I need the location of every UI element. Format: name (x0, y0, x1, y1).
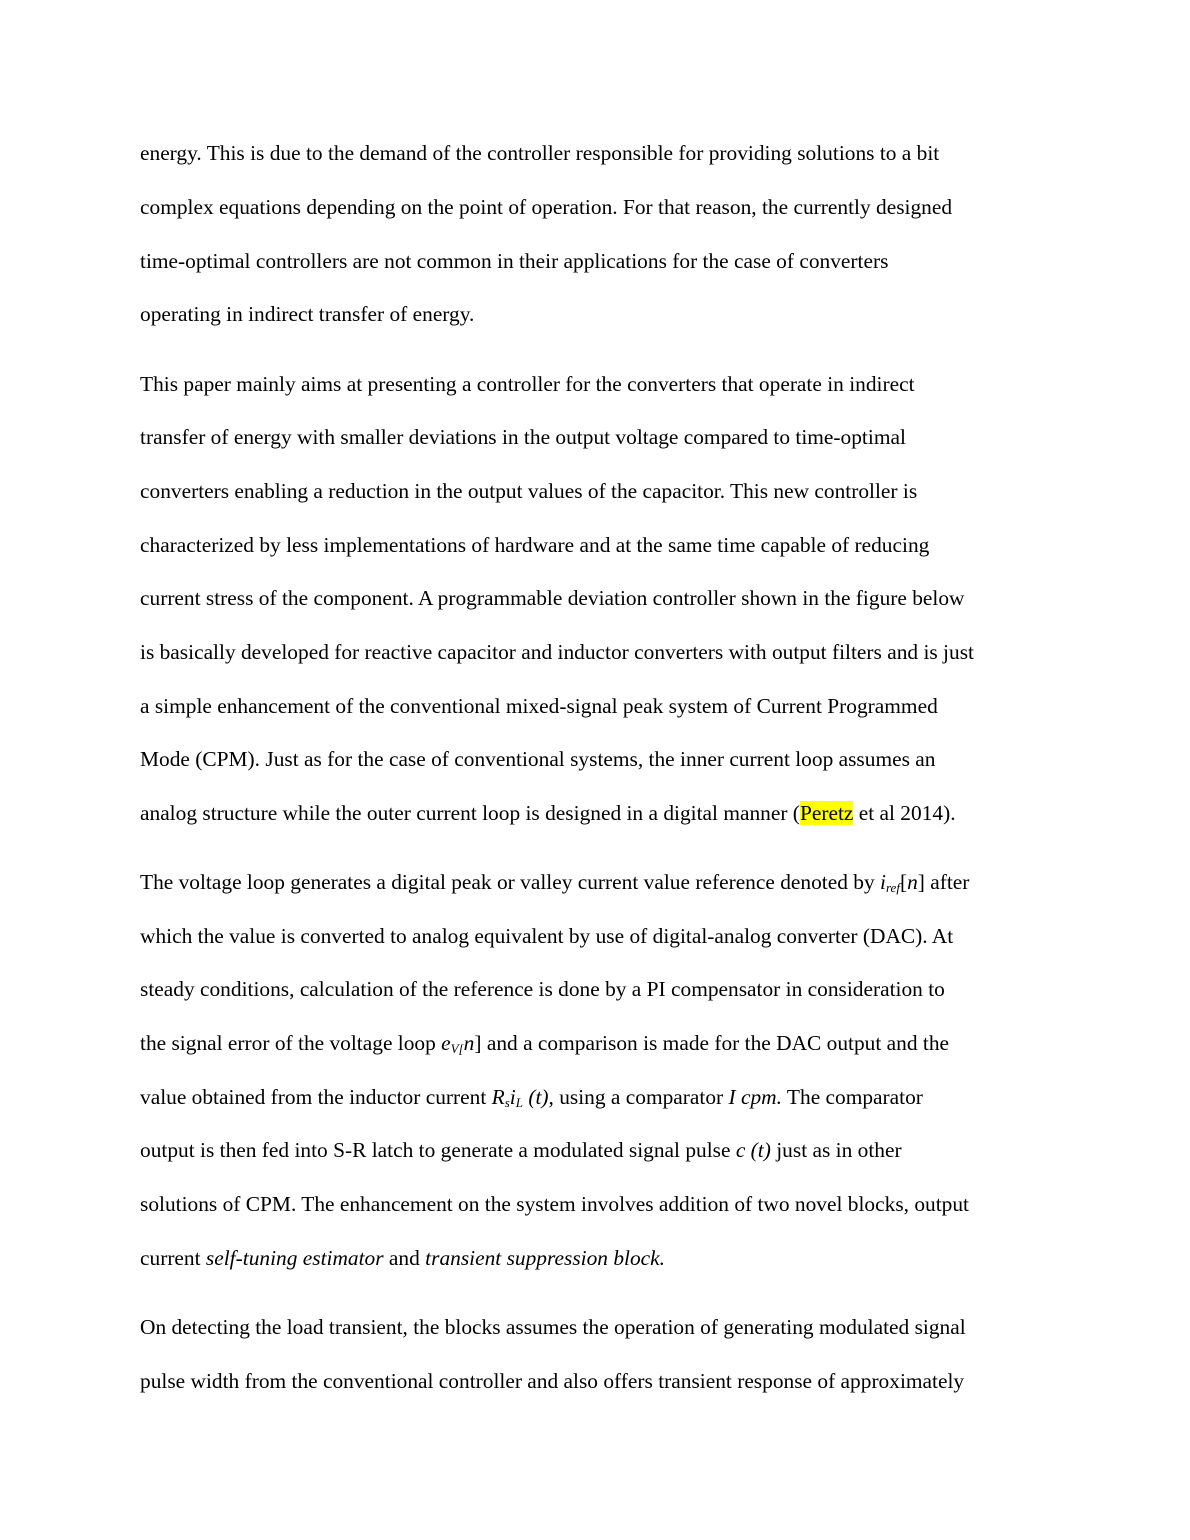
math-symbol: c (t) (735, 1138, 771, 1162)
math-symbol: i (880, 870, 886, 894)
math-symbol: (t) (522, 1085, 549, 1109)
paragraph-1-line-1: energy. This is due to the demand of the controller responsible for providing solutions to a bit (140, 141, 940, 165)
math-symbol: e (441, 1031, 451, 1055)
math-subscript: s (504, 1095, 510, 1110)
math-subscript: L (515, 1095, 523, 1110)
emphasis-text: self-tuning estimator (205, 1246, 384, 1270)
text-run: [ (899, 870, 908, 894)
math-subscript: ref (885, 880, 900, 895)
highlighted-citation: Peretz (799, 801, 854, 825)
math-symbol: i (509, 1085, 516, 1109)
text-run: the signal error of the voltage loop (140, 1031, 442, 1055)
text-run: et al 2014). (853, 801, 956, 825)
paragraph-3-line-3: steady conditions, calculation of the reference is done by a PI compensator in consideration to (140, 977, 945, 1001)
paragraph-2-line-3: converters enabling a reduction in the output values of the capacitor. This new controller is (140, 479, 918, 503)
paragraph-3-line-5 (140, 1083, 923, 1111)
paragraph-3-line-6 (140, 1136, 902, 1164)
paragraph-4-line-2: pulse width from the conventional controller and also offers transient response of approximately (140, 1369, 965, 1393)
paragraph-3-line-2: which the value is converted to analog equivalent by use of digital-analog converter (DAC). At (140, 924, 954, 948)
paragraph-2-line-1: This paper mainly aims at presenting a controller for the converters that operate in indirect (140, 372, 915, 396)
paragraph-3-line-7: solutions of CPM. The enhancement on the system involves addition of two novel blocks, output (140, 1192, 970, 1216)
text-run: just as in other (770, 1138, 902, 1162)
paragraph-3-line-8 (140, 1244, 665, 1272)
paragraph-2-line-2: transfer of energy with smaller deviations in the output voltage compared to time-optimal (140, 425, 906, 449)
paragraph-2-line-5: current stress of the component. A programmable deviation controller shown in the figure below (140, 586, 965, 610)
paragraph-3-line-4 (140, 1029, 949, 1057)
paragraph-2-line-4: characterized by less implementations of hardware and at the same time capable of reducing (140, 533, 930, 557)
math-symbol: n (463, 1031, 475, 1055)
text-run: current (140, 1246, 206, 1270)
text-run: and (383, 1246, 426, 1270)
paragraph-2-line-6: is basically developed for reactive capacitor and inductor converters with output filters and is just (140, 640, 974, 664)
math-symbol: I cpm. (728, 1085, 782, 1109)
text-run: , using a comparator (548, 1085, 729, 1109)
paragraph-2-line-7: a simple enhancement of the conventional mixed-signal peak system of Current Programmed (140, 694, 938, 718)
paragraph-2-line-9 (140, 799, 956, 827)
math-symbol: R (491, 1085, 505, 1109)
text-run: The voltage loop generates a digital peak or valley current value reference denoted by (140, 870, 881, 894)
text-run: ] after (917, 870, 970, 894)
text-run: value obtained from the inductor current (140, 1085, 492, 1109)
text-run: The comparator (781, 1085, 923, 1109)
paragraph-2-line-8: Mode (CPM). Just as for the case of conventional systems, the inner current loop assumes an (140, 747, 936, 771)
text-run: analog structure while the outer current loop is designed in a digital manner ( (140, 801, 800, 825)
text-run: output is then fed into S-R latch to generate a modulated signal pulse (140, 1138, 736, 1162)
paragraph-1-line-3: time-optimal controllers are not common in their applications for the case of converters (140, 249, 889, 273)
paragraph-1-line-2: complex equations depending on the point of operation. For that reason, the currently designed (140, 195, 953, 219)
math-subscript: V[ (450, 1041, 464, 1056)
paragraph-4-line-1: On detecting the load transient, the blocks assumes the operation of generating modulated signal (140, 1315, 966, 1339)
paragraph-3-line-1 (140, 868, 969, 896)
paragraph-1-line-4: operating in indirect transfer of energy. (140, 302, 475, 326)
text-run: ] and a comparison is made for the DAC output and the (474, 1031, 950, 1055)
emphasis-text: transient suppression block. (425, 1246, 666, 1270)
math-symbol: n (907, 870, 918, 894)
